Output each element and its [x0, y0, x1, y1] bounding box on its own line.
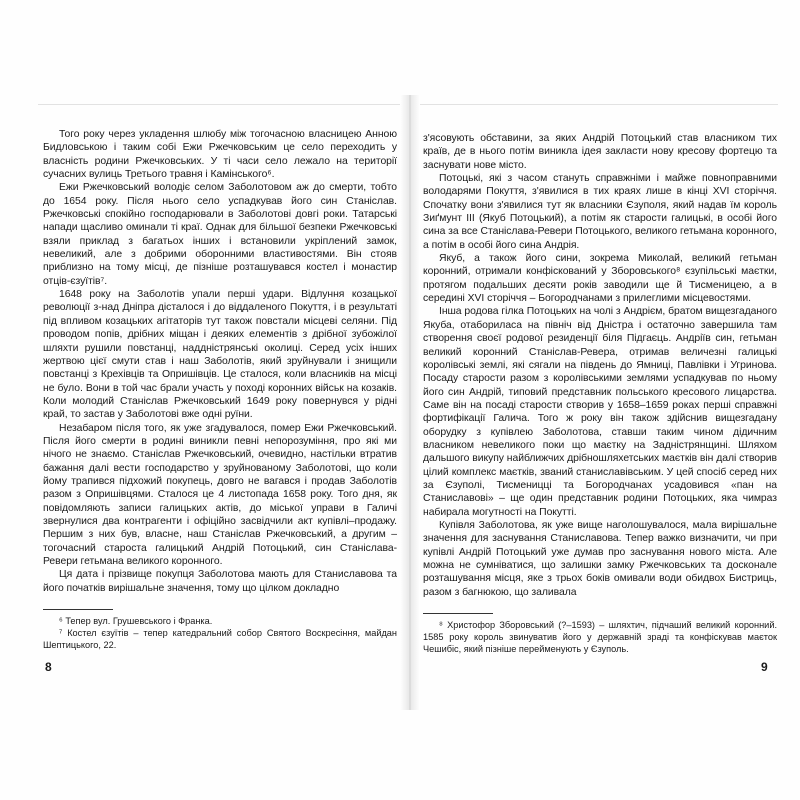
footnote: ⁶ Тепер вул. Грушевського і Франка.: [59, 616, 213, 627]
paragraph: Ця дата і прізвище покупця Заболотова мають для Станиславова та його початків вирішальне значення, тому що цілком докладно: [43, 569, 397, 594]
paragraph: Незабаром після того, як уже згадувалося, помер Ежи Ржечковський. Після його смерти в родині виникли певні непорозуміння, про які ми нічого не знаємо. Станіслав Ржечковський, очевидно, настільки втратив бажання далі вести господарство у зруйнованому Заболотові, що коли йому трапився підхожий покупець, довго не вагався і продав Заболотів разом з Опришівцями. Сталося це 4 листопада 1658 року. Того дня, як повідомляють записи галицьких актів, до міської управи в Галичі звернулися два контрагенти і офіційно засвідчили акт купівлі–продажу. Першим з них був, власне, наш Станіслав Ржечковський, а другим – тогочасний староста галицький Андрій Потоцький, син Станіслава-Ревери гетьмана великого коронного.: [43, 422, 397, 567]
paragraph: Ежи Ржечковський володіє селом Заболотовом аж до смерти, тобто до 1654 року. Після нього село успадкував його син Станіслав. Ржечковські спокійно господарювали в Заболотові довгі роки. Татарські напади щасливо оминали ті краї. Однак для більшої безпеки Ржечковські взяли приклад з багатьох інших і встановили укріплений замок, невеликий, але з добрими оборонними властивостями. Він стояв приблизно на тому місці, де пізніше розташувався костел і монастир отців-єзуїтів⁷.: [43, 182, 397, 287]
paragraph: Інша родова гілка Потоцьких на чолі з Андрієм, братом вищезгаданого Якуба, отабориласа на північ від Дністра і остаточно завершила там створення своєї родової резиденції біля Підгаєць. Андріїв син, гетьман великий коронний Станіслав-Ревера, отримав величезні галицькі королівські землі, які сягали на південь до Ямниці, Павлівки і Угринова. Посаду старости разом з королівськими землями успадкував по ньому його син Андрій, типовий представник польського кресового лицарства. Саме він на посаді старости створив у 1658–1659 роках перші справжні фортифікації Галича. Того ж року він також здійснив вищезгадану оборудку з купівлею Заболотова, ставши таким чином дідичним власником невеликого поки що маєтку на Задністрянщині. Шляхом дальшого викупу найближчих дрібношляхетських маєтків він далі створив цілий комплекс маєтків, званий станиславівським. У цей спосіб серед них за Єзуполі, Тисменицці та Богородчанах усадовився «пан на Станиславові» – ще один представник родини Потоцьких, яка чимраз набирала могутності на Покутті.: [423, 306, 777, 518]
right-page-body: [423, 132, 777, 599]
footnote: ⁷ Костел єзуїтів – тепер катедральний собор Святого Воскресіння, майдан Шептицького, 22.: [43, 628, 397, 651]
left-page-body: [43, 128, 397, 595]
footnote-rule: [43, 609, 113, 610]
paragraph: Потоцькі, які з часом стануть справжніми і майже повноправними володарями Покуття, з'явилися в тих краях лише в кінці XVI сторіччя. Спочатку вони з'явилися тут як власники Єзуполя, який надав їм король Зиґмунт III (Якуб Потоцький), а потім як старости галицькі, в особі його сина за все Станіслава-Ревери Потоцького, великого гетьмана коронного, а потім в особі його сина Андрія.: [423, 173, 777, 251]
book-gutter: [400, 95, 420, 710]
continuation-paragraph: з'ясовують обставини, за яких Андрій Потоцький став власником тих країв, де в нього потім виникла ідея заклаcти нову кресову фортецю та заснувати нове місто.: [423, 133, 777, 171]
page-number-right: 9: [761, 660, 768, 674]
paragraph: Якуб, а також його сини, зокрема Миколай, великий гетьман коронний, отримали конфіскований у Зборовського⁸ єзупільські маєтки, протягом подальших десяти років заводили ще й Тисменицею, а в середині XVI сторіччя – Богородчанами з прилеглими місцевостями.: [423, 253, 777, 305]
left-page: [43, 128, 397, 688]
paragraph: Купівля Заболотова, як уже вище наголошувалося, мала вирішальне значення для заснування Станиславова. Тепер важко визначити, чи при купівлі Андрій Потоцький уже думав про заснування нового міста. Але можна не сумніватися, що залишки замку Ржечковських та досконале розташування місця, яке з трьох боків омивали води обидвох Бистриць, разом з багнюкою, що заливала: [423, 519, 777, 598]
paragraph: Того року через укладення шлюбу між тогочасною власницею Анною Бидловською і таким собі Ежи Ржечковським це село переходить у власність родини Ржечковських. У ті часи село лежало на території сучасних вулиць Третього травня і Камінського⁶.: [43, 129, 397, 181]
page-number-left: 8: [45, 660, 52, 674]
left-footnotes: [43, 615, 397, 651]
right-footnotes: [423, 619, 777, 655]
right-page: [423, 132, 777, 692]
footnote-rule: [423, 613, 493, 614]
paragraph: 1648 року на Заболотів упали перші удари. Відлуння козацької революції з-над Дніпра дісталося і до віддаленого Покуття, і в результаті під впливом козацьких агітаторів тут також повстали місцеві селяни. Під проводом попів, дрібних міщан і деяких елементів з дрібної зубожілої шляхти рушили повстанці, наддністрянські околиці. Серед усіх інших жертвою цієї смути став і наш Заболотів, який зруйнували і знищили повстанці з Крехівців та Опришівців. Це сталося, коли власників на місці не було. Вони в той час брали участь у поході коронних військ на козаків. Коли молодий Станіслав Ржечковський 1649 року повернувся у рідні край, то застав у Заболотові вже одні руїни.: [43, 289, 397, 421]
footnote: ⁸ Христофор Зборовський (?–1593) – шляхтич, підчаший великий коронний. 1585 року король звинуватив його у державній зраді та конфіскував маєток Чешибіс, який пізніше перейменують у Єзуполь.: [423, 620, 777, 655]
